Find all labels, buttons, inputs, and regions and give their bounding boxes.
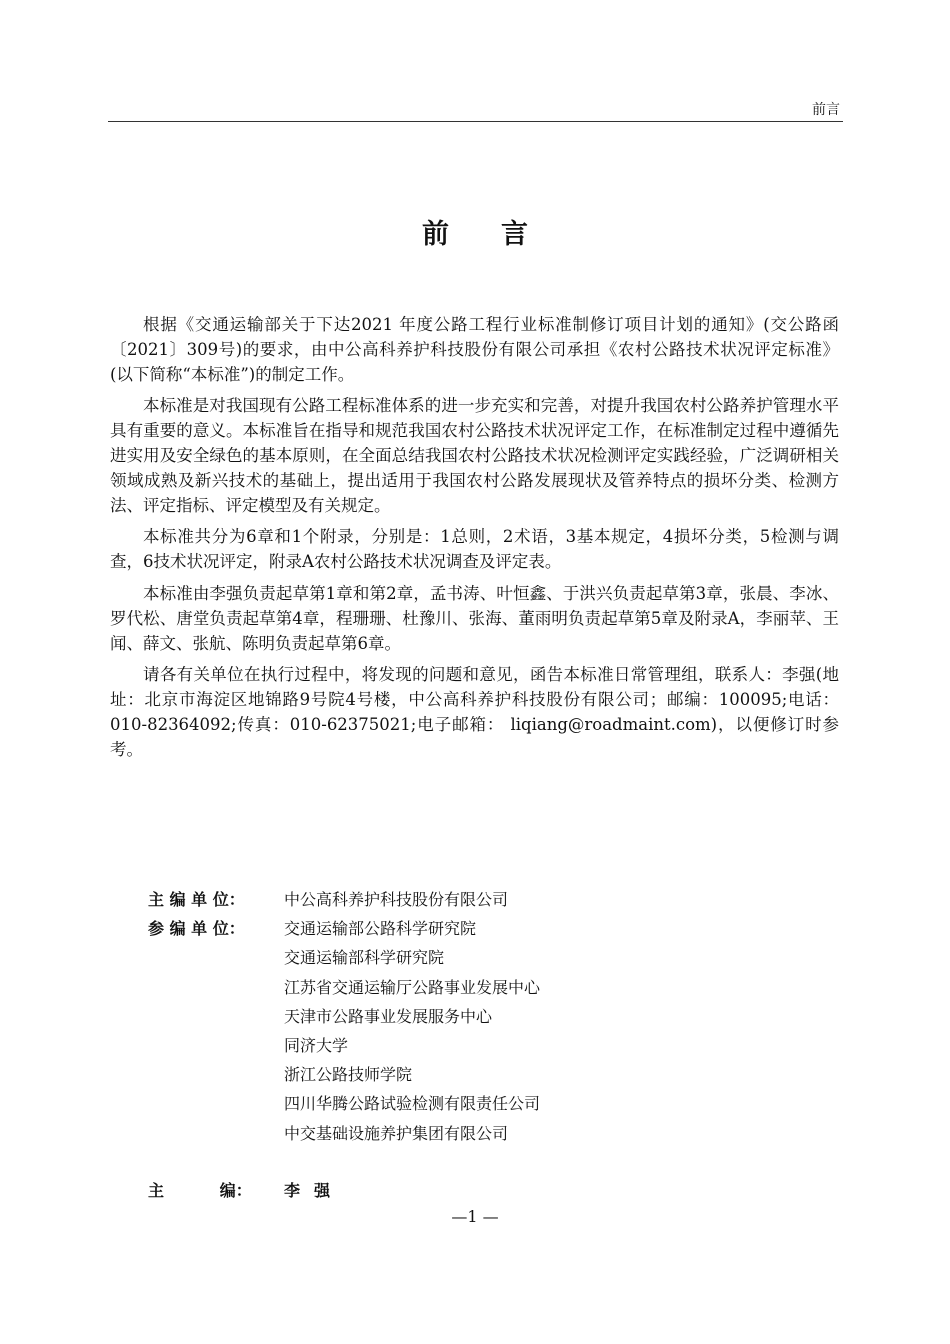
participating-unit-row [148,1088,748,1117]
participating-unit-row [148,913,748,942]
participating-unit-row [148,972,748,1001]
header-rule [108,121,843,122]
page-title: 前言 [422,219,580,250]
preface-body [110,313,839,770]
chief-editor-name: 李强 [284,1181,345,1200]
page-number: —1 — [451,1207,499,1226]
chief-editor-label: 主 编： [148,1181,252,1200]
paragraph-4: 本标准由李强负责起草第1章和第2章，孟书涛、叶恒鑫、于洪兴负责起草第3章，张晨、李冰、罗代松、唐堂负责起草第4章，程珊珊、杜豫川、张海、董雨明负责起草第5章及附录A，李丽苹、王闻、薛文、张航、陈明负责起草第6章。 [110,583,839,653]
participating-unit: 天津市公路事业发展服务中心 [284,1006,493,1026]
participating-unit-row [148,1059,748,1088]
participating-unit: 交通运输部公路科学研究院 [284,919,477,939]
participating-unit-row [148,1030,748,1059]
paragraph-1: 根据《交通运输部关于下达2021 年度公路工程行业标准制修订项目计划的通知》(交公路函〔2021〕309号)的要求，由中公高科养护科技股份有限公司承担《农村公路技术状况评定标准》(以下简称“本标准”)的制定工作。 [110,315,839,384]
paragraph-3: 本标准共分为6章和1个附录，分别是：1总则，2术语，3基本规定，4损坏分类，5检测与调查，6技术状况评定，附录A农村公路技术状况调查及评定表。 [110,527,839,572]
participating-unit: 交通运输部科学研究院 [284,948,445,968]
chief-unit: 中公高科养护科技股份有限公司 [284,890,509,910]
paragraph-2: 本标准是对我国现有公路工程标准体系的进一步充实和完善，对提升我国农村公路养护管理水平具有重要的意义。本标准旨在指导和规范我国农村公路技术状况评定工作，在标准制定过程中遵循先进实用及安全绿色的基本原则，在全面总结我国农村公路技术状况检测评定实践经验，广泛调研相关领域成熟及新兴技术的基础上，提出适用于我国农村公路发展现状及管养特点的损坏分类、检测方法、评定指标、评定模型及有关规定。 [110,396,839,515]
participating-unit: 同济大学 [284,1036,349,1056]
chief-unit-row [148,884,748,913]
participating-unit-row [148,1118,748,1147]
chief-unit-label: 主 编 单 位： [148,890,245,910]
chief-editor-row [148,1178,344,1201]
paragraph-5: 请各有关单位在执行过程中，将发现的问题和意见，函告本标准日常管理组，联系人：李强(地址：北京市海淀区地锦路9号院4号楼，中公高科养护科技股份有限公司；邮编：100095;电话：010-82364092;传真：010-62375021;电子邮箱： liqiang@roadmaint.com)，以便修订时参考。 [110,665,839,759]
participating-unit-label: 参 编 单 位： [148,919,245,939]
participating-unit-row [148,942,748,971]
running-header: 前言 [812,102,840,118]
participating-unit: 中交基础设施养护集团有限公司 [284,1123,509,1143]
participating-unit: 浙江公路技师学院 [284,1065,413,1085]
participating-unit-row [148,1001,748,1030]
participating-unit: 四川华腾公路试验检测有限责任公司 [284,1094,541,1114]
participating-unit: 江苏省交通运输厅公路事业发展中心 [284,977,541,997]
drafting-units [148,884,748,1147]
